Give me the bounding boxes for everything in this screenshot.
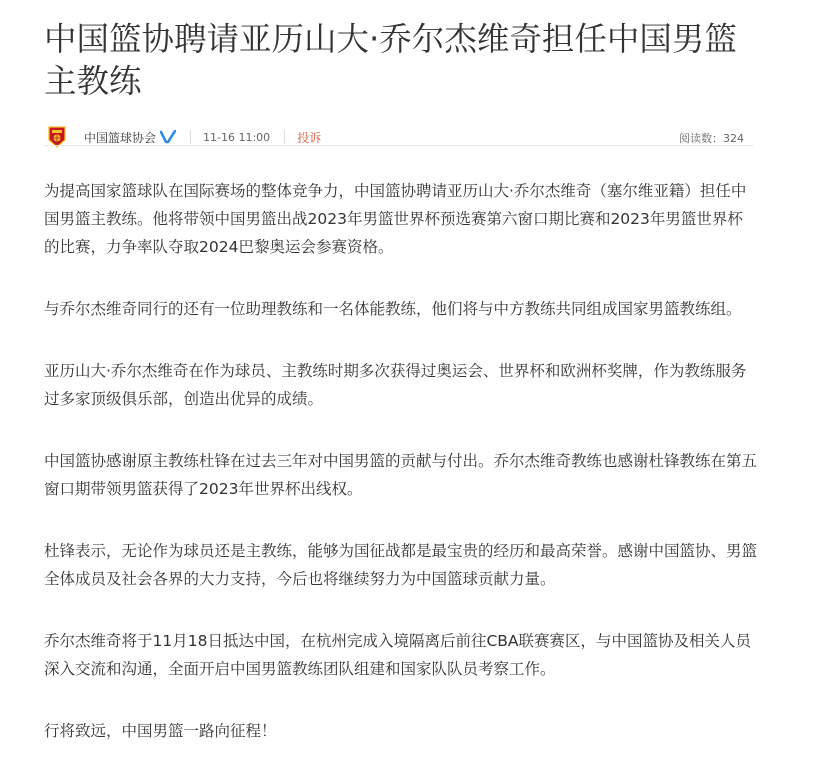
article-title: 中国篮协聘请亚历山大·乔尔杰维奇担任中国男篮主教练 bbox=[44, 20, 737, 100]
verified-badge-icon bbox=[160, 130, 176, 144]
article-paragraph: 亚历山大·乔尔杰维奇在作为球员、主教练时期多次获得过奥运会、世界杯和欧洲杯奖牌，作为教练服务过多家顶级俱乐部，创造出优异的成绩。 bbox=[44, 362, 747, 408]
report-link[interactable]: 投诉 bbox=[297, 130, 322, 145]
article-body bbox=[44, 177, 758, 779]
author-avatar[interactable] bbox=[44, 124, 70, 150]
publish-time: 11-16 11:00 bbox=[203, 130, 271, 144]
header-divider bbox=[44, 145, 754, 146]
article-paragraph: 乔尔杰维奇将于11月18日抵达中国，在杭州完成入境隔离后前往CBA联赛赛区，与中国篮协及相关人员深入交流和沟通，全面开启中国男篮教练团队组建和国家队队员考察工作。 bbox=[44, 632, 752, 678]
article-paragraph: 与乔尔杰维奇同行的还有一位助理教练和一名体能教练，他们将与中方教练共同组成国家男篮教练组。 bbox=[44, 300, 742, 318]
article-paragraph: 行将致远，中国男篮一路向征程！ bbox=[44, 722, 277, 740]
meta-separator bbox=[190, 130, 191, 144]
author-name[interactable]: 中国篮球协会 bbox=[84, 130, 157, 145]
article-paragraph: 为提高国家篮球队在国际赛场的整体竞争力，中国篮协聘请亚历山大·乔尔杰维奇（塞尔维亚籍）担任中国男篮主教练。他将带领中国男篮出战2023年男篮世界杯预选赛第六窗口期比赛和2023年男篮世界杯的比赛，力争率队夺取2024巴黎奥运会参赛资格。 bbox=[44, 182, 747, 256]
article-meta bbox=[44, 120, 754, 154]
meta-separator bbox=[284, 130, 285, 144]
chinese-basketball-association-logo-icon bbox=[44, 124, 70, 150]
read-count: 阅读数：324 bbox=[679, 132, 744, 145]
article-paragraph: 杜锋表示，无论作为球员还是主教练，能够为国征战都是最宝贵的经历和最高荣誉。感谢中国篮协、男篮全体成员及社会各界的大力支持，今后也将继续努力为中国篮球贡献力量。 bbox=[44, 542, 758, 588]
article-paragraph: 中国篮协感谢原主教练杜锋在过去三年对中国男篮的贡献与付出。乔尔杰维奇教练也感谢杜锋教练在第五窗口期带领男篮获得了2023年世界杯出线权。 bbox=[44, 452, 758, 498]
article bbox=[44, 0, 754, 154]
